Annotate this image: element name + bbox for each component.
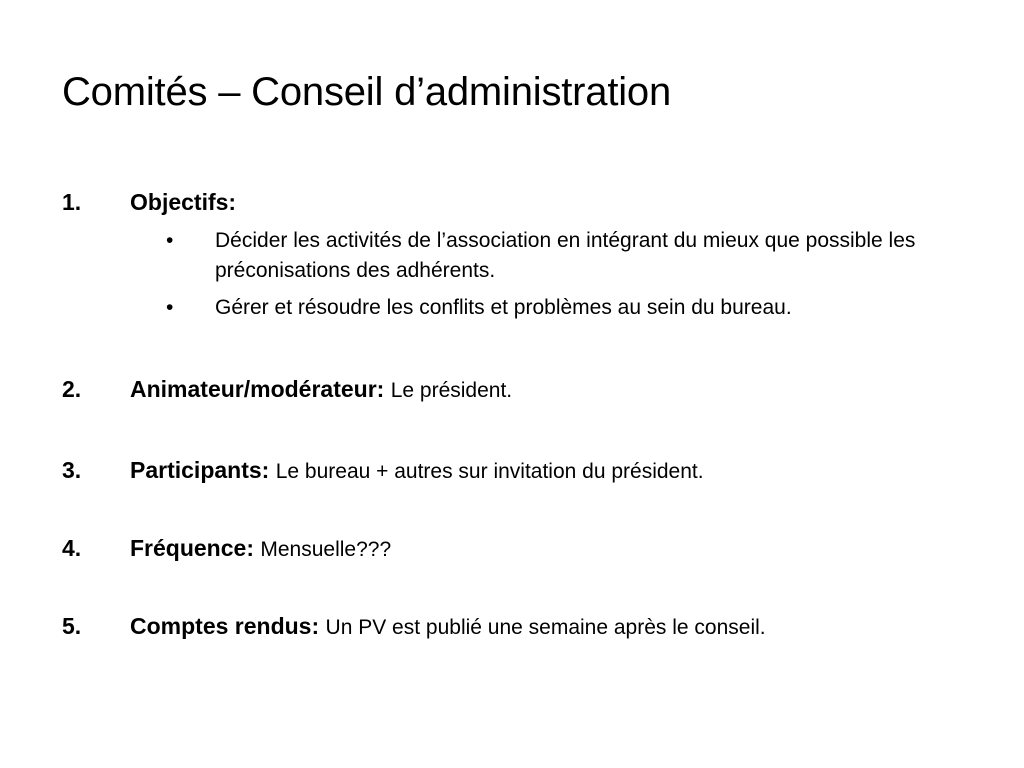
- list-item-animateur: [62, 375, 512, 405]
- sub-bullet-2: [166, 293, 926, 323]
- list-item-objectifs: [62, 188, 236, 216]
- item-label: Participants:: [130, 457, 270, 483]
- item-number: 5.: [62, 613, 82, 639]
- item-value: Le bureau + autres sur invitation du président.: [275, 460, 704, 483]
- item-number: 2.: [62, 376, 82, 402]
- item-label: Objectifs:: [130, 189, 237, 215]
- list-item-participants: [62, 456, 704, 486]
- slide-title: Comités – Conseil d’administration: [62, 70, 672, 114]
- item-number: 1.: [62, 189, 82, 215]
- sub-bullet-1: [166, 226, 926, 286]
- item-label: Animateur/modérateur:: [130, 376, 385, 402]
- bullet-icon: •: [166, 229, 174, 252]
- item-label: Comptes rendus:: [130, 613, 320, 639]
- item-number: 3.: [62, 457, 82, 483]
- sub-bullet-text: Gérer et résoudre les conflits et problèmes au sein du bureau.: [215, 296, 792, 319]
- item-number: 4.: [62, 535, 82, 561]
- bullet-icon: •: [166, 296, 174, 319]
- item-value: Mensuelle???: [260, 538, 392, 561]
- item-value: Le président.: [390, 379, 513, 402]
- list-item-frequence: [62, 534, 391, 564]
- item-value: Un PV est publié une semaine après le conseil.: [325, 616, 766, 639]
- item-label: Fréquence:: [130, 535, 254, 561]
- list-item-comptes-rendus: [62, 612, 766, 642]
- sub-bullet-text: Décider les activités de l’association en intégrant du mieux que possible les préconisations des adhérents.: [215, 229, 916, 282]
